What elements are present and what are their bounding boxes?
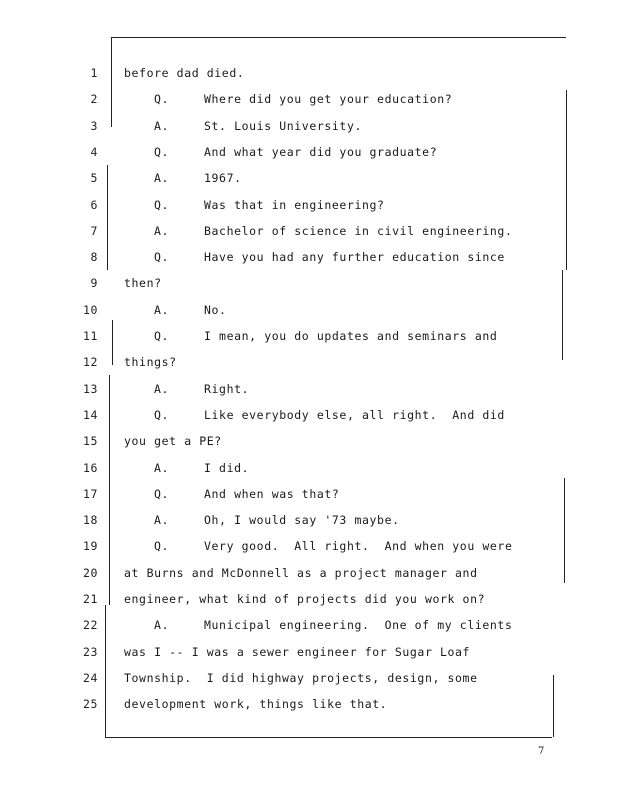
line-text: Like everybody else, all right. And did [204,407,505,422]
line-number: 9 [90,276,98,291]
transcript-line [0,536,618,556]
line-text: Township. I did highway projects, design, some [124,670,478,685]
transcript-line [0,326,618,346]
transcript-line [0,379,618,399]
line-text: I did. [204,460,250,475]
speaker-label: A. [154,460,170,475]
speaker-label: Q. [154,92,170,107]
transcript-line [0,668,618,688]
line-text: And when was that? [204,486,340,501]
line-text: development work, things like that. [124,697,388,712]
line-number: 11 [82,329,98,343]
transcript-line [0,221,618,241]
transcript-line [0,589,618,609]
transcript-line [0,300,618,320]
line-text: Municipal engineering. One of my clients [204,618,513,633]
speaker-label: A. [154,223,170,238]
line-number: 25 [82,697,98,712]
line-text: at Burns and McDonnell as a project manager and [124,565,478,580]
speaker-label: Q. [154,407,170,422]
transcript-line [0,484,618,504]
line-text: Where did you get your education? [204,92,453,107]
line-text: you get a PE? [124,434,222,449]
line-number: 21 [82,592,98,606]
frame-top-rule [111,37,566,38]
transcript-line [0,89,618,109]
line-text: Oh, I would say '73 maybe. [204,513,400,528]
speaker-label: A. [154,381,170,396]
transcript-line [0,458,618,478]
line-text: I mean, you do updates and seminars and [204,329,498,343]
speaker-label: A. [154,171,170,186]
transcript-line [0,642,618,662]
line-number: 24 [82,670,98,685]
line-number: 13 [82,381,98,396]
line-number: 3 [90,118,98,133]
transcript-line [0,116,618,136]
transcript-line [0,195,618,215]
transcript-line [0,431,618,451]
transcript-line [0,615,618,635]
transcript-line [0,694,618,714]
line-number: 14 [82,407,98,422]
transcript-line [0,510,618,530]
frame-bottom-rule [105,737,552,738]
line-number: 17 [82,486,98,501]
speaker-label: A. [154,302,170,317]
transcript-line [0,142,618,162]
line-number: 23 [82,644,98,659]
line-number: 1 [90,66,98,80]
line-number: 15 [82,434,98,449]
line-number: 2 [90,92,98,107]
speaker-label: Q. [154,486,170,501]
line-text: Bachelor of science in civil engineering. [204,223,513,238]
page-number: 7 [538,746,545,757]
speaker-label: Q. [154,144,170,159]
line-text: Very good. All right. And when you were [204,539,513,554]
speaker-label: Q. [154,197,170,212]
line-text: And what year did you graduate? [204,144,438,159]
line-number: 16 [82,460,98,475]
line-text: then? [124,276,162,291]
line-text: before dad died. [124,66,245,80]
line-number: 20 [82,565,98,580]
transcript-line [0,405,618,425]
transcript-line [0,247,618,267]
transcript-line [0,63,618,83]
speaker-label: Q. [154,539,170,554]
line-number: 12 [82,355,98,370]
line-number: 7 [90,223,98,238]
line-number: 18 [82,513,98,528]
speaker-label: A. [154,513,170,528]
line-number: 10 [82,302,98,317]
line-number: 19 [82,539,98,554]
speaker-label: A. [154,618,170,633]
line-text: Was that in engineering? [204,197,385,212]
transcript-line [0,352,618,372]
line-number: 8 [90,250,98,265]
line-text: engineer, what kind of projects did you work on? [124,592,486,606]
line-number: 22 [82,618,98,633]
line-text: No. [204,302,227,317]
line-text: 1967. [204,171,242,186]
speaker-label: Q. [154,329,170,343]
line-text: Right. [204,381,250,396]
line-text: was I -- I was a sewer engineer for Sugar Loaf [124,644,471,659]
line-number: 6 [90,197,98,212]
transcript-line [0,168,618,188]
speaker-label: Q. [154,250,170,265]
line-text: Have you had any further education since [204,250,505,265]
transcript-line [0,273,618,293]
speaker-label: A. [154,118,170,133]
line-number: 4 [90,144,98,159]
line-number: 5 [90,171,98,186]
transcript-line [0,563,618,583]
line-text: St. Louis University. [204,118,362,133]
line-text: things? [124,355,177,370]
